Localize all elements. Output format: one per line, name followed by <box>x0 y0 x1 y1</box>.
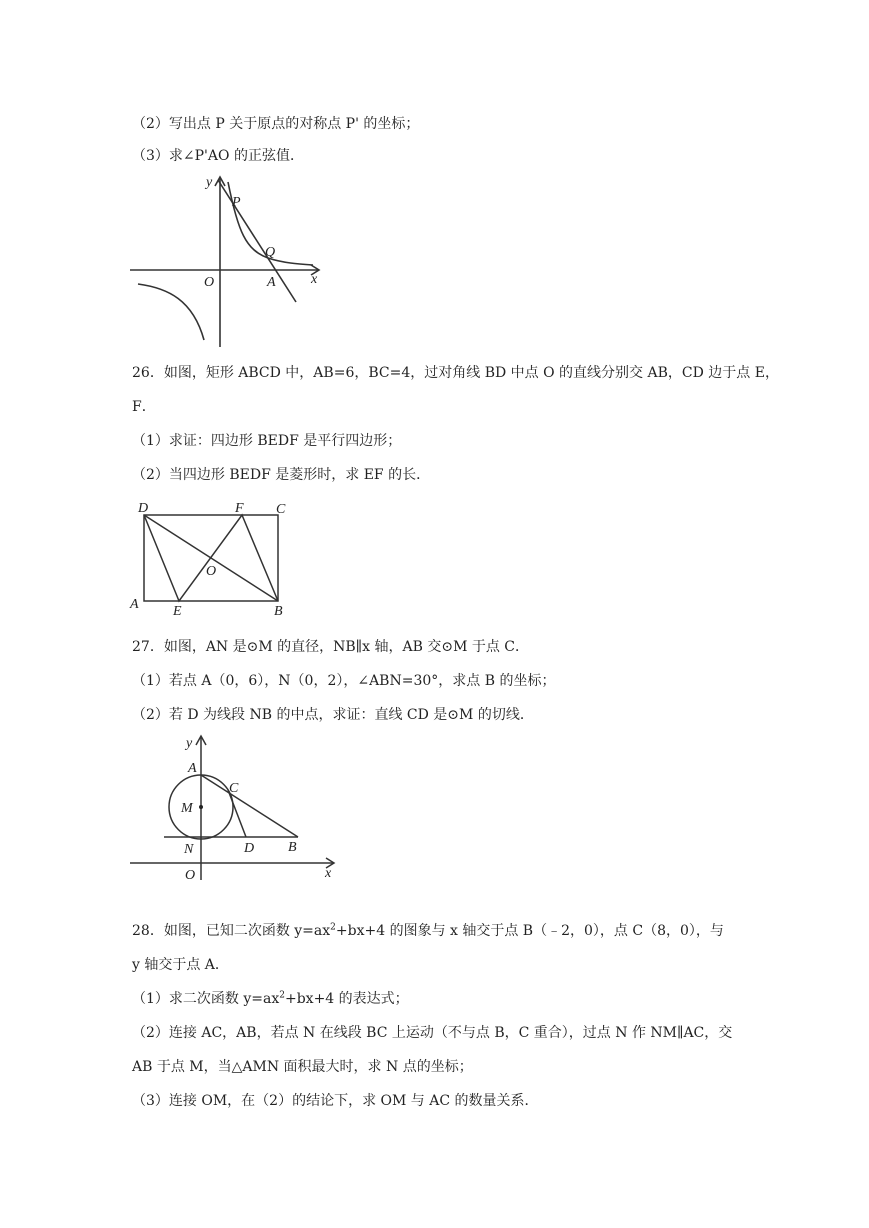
label-c: C <box>229 781 239 796</box>
label-m: M <box>181 801 193 816</box>
label-y: y <box>186 736 193 751</box>
label-n: N <box>184 842 194 857</box>
label-a: A <box>188 761 197 776</box>
line-pqa <box>218 180 296 302</box>
q27-part1: （1）若点 A（0，6），N（0，2），∠ABN=30°，求点 B 的坐标； <box>132 673 556 689</box>
label-q: Q <box>265 245 276 260</box>
q28-part2-line1: （2）连接 AC，AB，若点 N 在线段 BC 上运动（不与点 B，C 重合），过点 N 作 NM∥AC，交 <box>132 1025 733 1041</box>
q28-part1 <box>132 990 409 1008</box>
label-e: E <box>173 604 182 618</box>
label-a: A <box>130 597 139 612</box>
segment-ab <box>201 775 298 837</box>
label-o: O <box>206 564 217 579</box>
q27-part2: （2）若 D 为线段 NB 的中点，求证：直线 CD 是⊙M 的切线． <box>132 707 534 723</box>
label-d: D <box>244 841 255 856</box>
q28-stem-line2: y 轴交于点 A． <box>132 957 229 973</box>
q28-part3: （3）连接 OM，在（2）的结论下，求 OM 与 AC 的数量关系． <box>132 1093 539 1109</box>
q27-stem: 27．如图，AN 是⊙M 的直径，NB∥x 轴，AB 交⊙M 于点 C． <box>132 639 530 655</box>
label-x: x <box>325 866 332 881</box>
label-f: F <box>235 501 244 516</box>
q28-part1-a: （1）求二次函数 y=ax <box>132 991 280 1007</box>
q28-part2-line2: AB 于点 M，当△AMN 面积最大时，求 N 点的坐标； <box>132 1059 473 1075</box>
label-o: O <box>204 275 215 290</box>
label-b: B <box>288 840 297 855</box>
q27-figure <box>128 732 340 882</box>
label-c: C <box>276 502 286 517</box>
q25-figure <box>128 172 328 350</box>
q28-part1-b: +bx+4 的表达式； <box>284 991 409 1007</box>
label-b: B <box>274 604 283 618</box>
label-d: D <box>138 501 149 516</box>
q28-part1-exponent: 2 <box>279 990 285 1001</box>
q26-part1: （1）求证：四边形 BEDF 是平行四边形； <box>132 433 402 449</box>
q26-figure <box>128 498 298 618</box>
q26-part2: （2）当四边形 BEDF 是菱形时，求 EF 的长． <box>132 467 431 483</box>
q28-stem-exponent: 2 <box>330 922 336 933</box>
label-y: y <box>206 175 213 190</box>
label-x: x <box>311 272 318 287</box>
segment-cd <box>228 790 246 837</box>
hyperbola-branch-2 <box>138 284 204 340</box>
label-p: P <box>232 195 241 210</box>
label-o: O <box>185 868 196 882</box>
q28-stem-line1 <box>132 922 724 940</box>
q26-stem-line2: F． <box>132 399 156 415</box>
q25-part3: （3）求∠P'AO 的正弦值． <box>132 148 304 164</box>
q28-stem-line1-a: 28．如图，已知二次函数 y=ax <box>132 923 331 939</box>
q26-stem-line1: 26．如图，矩形 ABCD 中，AB=6，BC=4，过对角线 BD 中点 O 的直线分别交 AB，CD 边于点 E， <box>132 365 779 381</box>
center-point-m <box>199 805 203 809</box>
q28-stem-line1-b: +bx+4 的图象与 x 轴交于点 B（﹣2，0），点 C（8，0），与 <box>335 923 724 939</box>
label-a: A <box>267 275 276 290</box>
q25-part2: （2）写出点 P 关于原点的对称点 P' 的坐标； <box>132 116 420 132</box>
